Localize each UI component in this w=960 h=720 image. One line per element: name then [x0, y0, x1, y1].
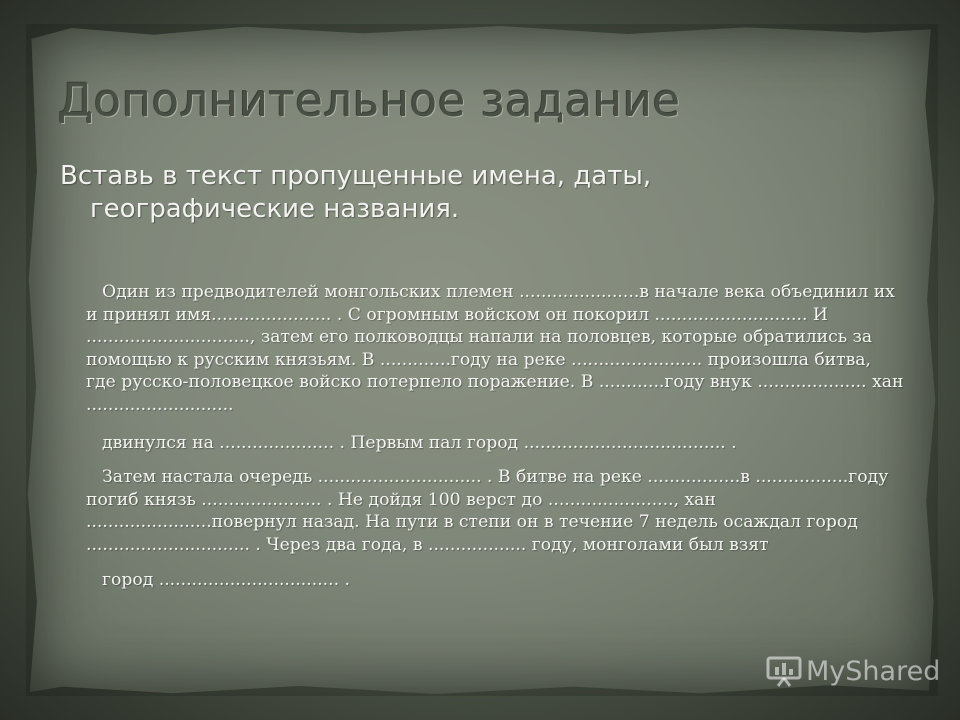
task-instruction: [60, 160, 680, 226]
task-text: [86, 281, 906, 606]
watermark: [766, 655, 940, 687]
task-paragraph: город ................................. .: [102, 569, 350, 590]
instruction-line-1: Вставь в текст пропущенные имена, даты,: [60, 161, 652, 191]
task-paragraph: двинулся на ..................... . Первым пал город ..................................... .: [102, 432, 737, 453]
instruction-line-2: географические названия.: [90, 194, 460, 224]
task-paragraph: Один из предводителей монгольских племен ......................в начале века объединил их и принял имя...................... . С огромным войском он покорил ............................ И .............................., затем его полководцы напали на половцев, которые обратились за помощью к русским князьям. В .............году на реке ........................ произошла битва, где русско-половецкое войско потерпело поражение. В ............году внук .................... хан ...........................: [86, 282, 904, 415]
slideshow-icon: [766, 655, 802, 687]
task-paragraph: Затем настала очередь .............................. . В битве на реке .................в .................году погиб князь ...................... . Не дойдя 100 верст до ......................., хан .......................повернул назад. На пути в степи он в течение 7 недель осаждал город .............................. . Через два года, в .................. году, монголами был взят: [86, 467, 889, 555]
slide-title: Дополнительное задание: [58, 74, 681, 127]
watermark-text: MyShared: [806, 655, 941, 687]
